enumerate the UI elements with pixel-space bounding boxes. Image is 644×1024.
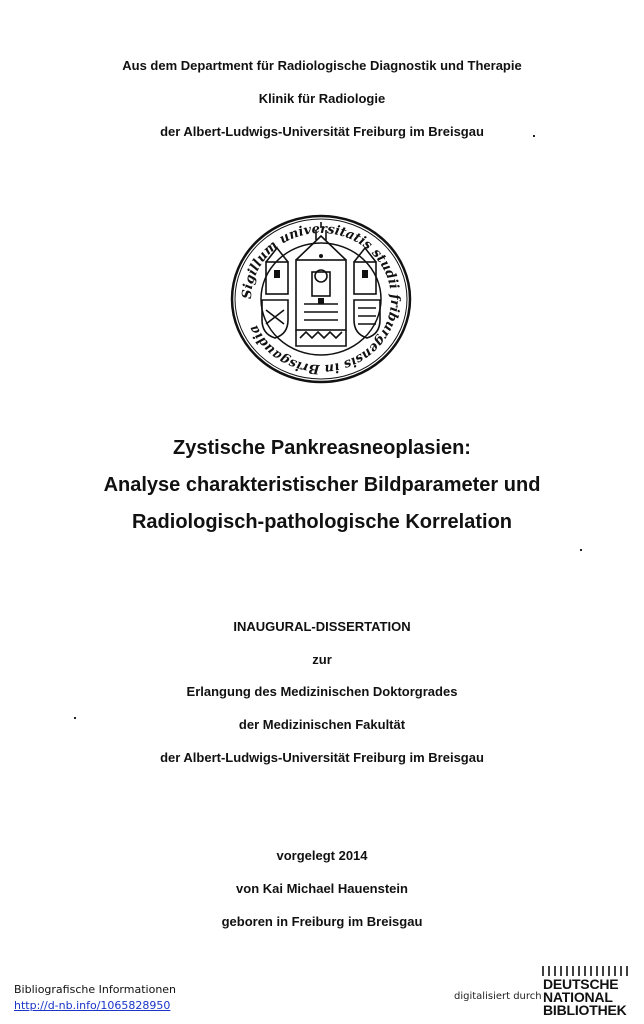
dnb-bars-icon bbox=[540, 966, 630, 976]
dissertation-faculty: der Medizinischen Fakultät bbox=[238, 717, 406, 732]
header-clinic: Klinik für Radiologie bbox=[258, 91, 386, 106]
speck bbox=[580, 549, 582, 551]
dnb-line-1: DEUTSCHE bbox=[543, 976, 619, 992]
dissertation-purpose: Erlangung des Medizinischen Doktorgrades bbox=[186, 684, 458, 699]
dnb-wordmark bbox=[543, 978, 627, 1017]
seal-legend: Sigillum universitatis studii friburgensis in Brisgaudia bbox=[239, 221, 403, 377]
bibliographic-info bbox=[14, 982, 176, 1014]
thesis-title-line-3: Radiologisch-pathologische Korrelation bbox=[131, 511, 513, 533]
dissertation-type: INAUGURAL-DISSERTATION bbox=[233, 619, 411, 634]
bib-link[interactable]: http://d-nb.info/1065828950 bbox=[14, 999, 171, 1012]
dissertation-university: der Albert-Ludwigs-Universität Freiburg im Breisgau bbox=[160, 750, 484, 765]
digitized-label: digitalisiert durch bbox=[454, 991, 542, 1002]
dnb-logo[interactable] bbox=[540, 966, 630, 1022]
submitted-year: vorgelegt 2014 bbox=[276, 848, 368, 863]
bib-label: Bibliografische Informationen bbox=[14, 983, 177, 996]
thesis-title-line-2: Analyse charakteristischer Bildparameter und bbox=[103, 474, 541, 496]
speck bbox=[533, 135, 535, 137]
author-birthplace: geboren in Freiburg im Breisgau bbox=[221, 914, 423, 929]
university-seal-icon bbox=[230, 214, 412, 384]
header-department: Aus dem Department für Radiologische Diagnostik und Therapie bbox=[122, 58, 522, 73]
dissertation-zur: zur bbox=[312, 652, 332, 667]
speck bbox=[74, 717, 76, 719]
thesis-title-line-1: Zystische Pankreasneoplasien: bbox=[173, 437, 471, 459]
header-university: der Albert-Ludwigs-Universität Freiburg im Breisgau bbox=[160, 124, 484, 139]
dnb-line-2: NATIONAL bbox=[543, 989, 613, 1005]
author-name: von Kai Michael Hauenstein bbox=[236, 881, 408, 896]
dnb-line-3: BIBLIOTHEK bbox=[543, 1002, 627, 1018]
